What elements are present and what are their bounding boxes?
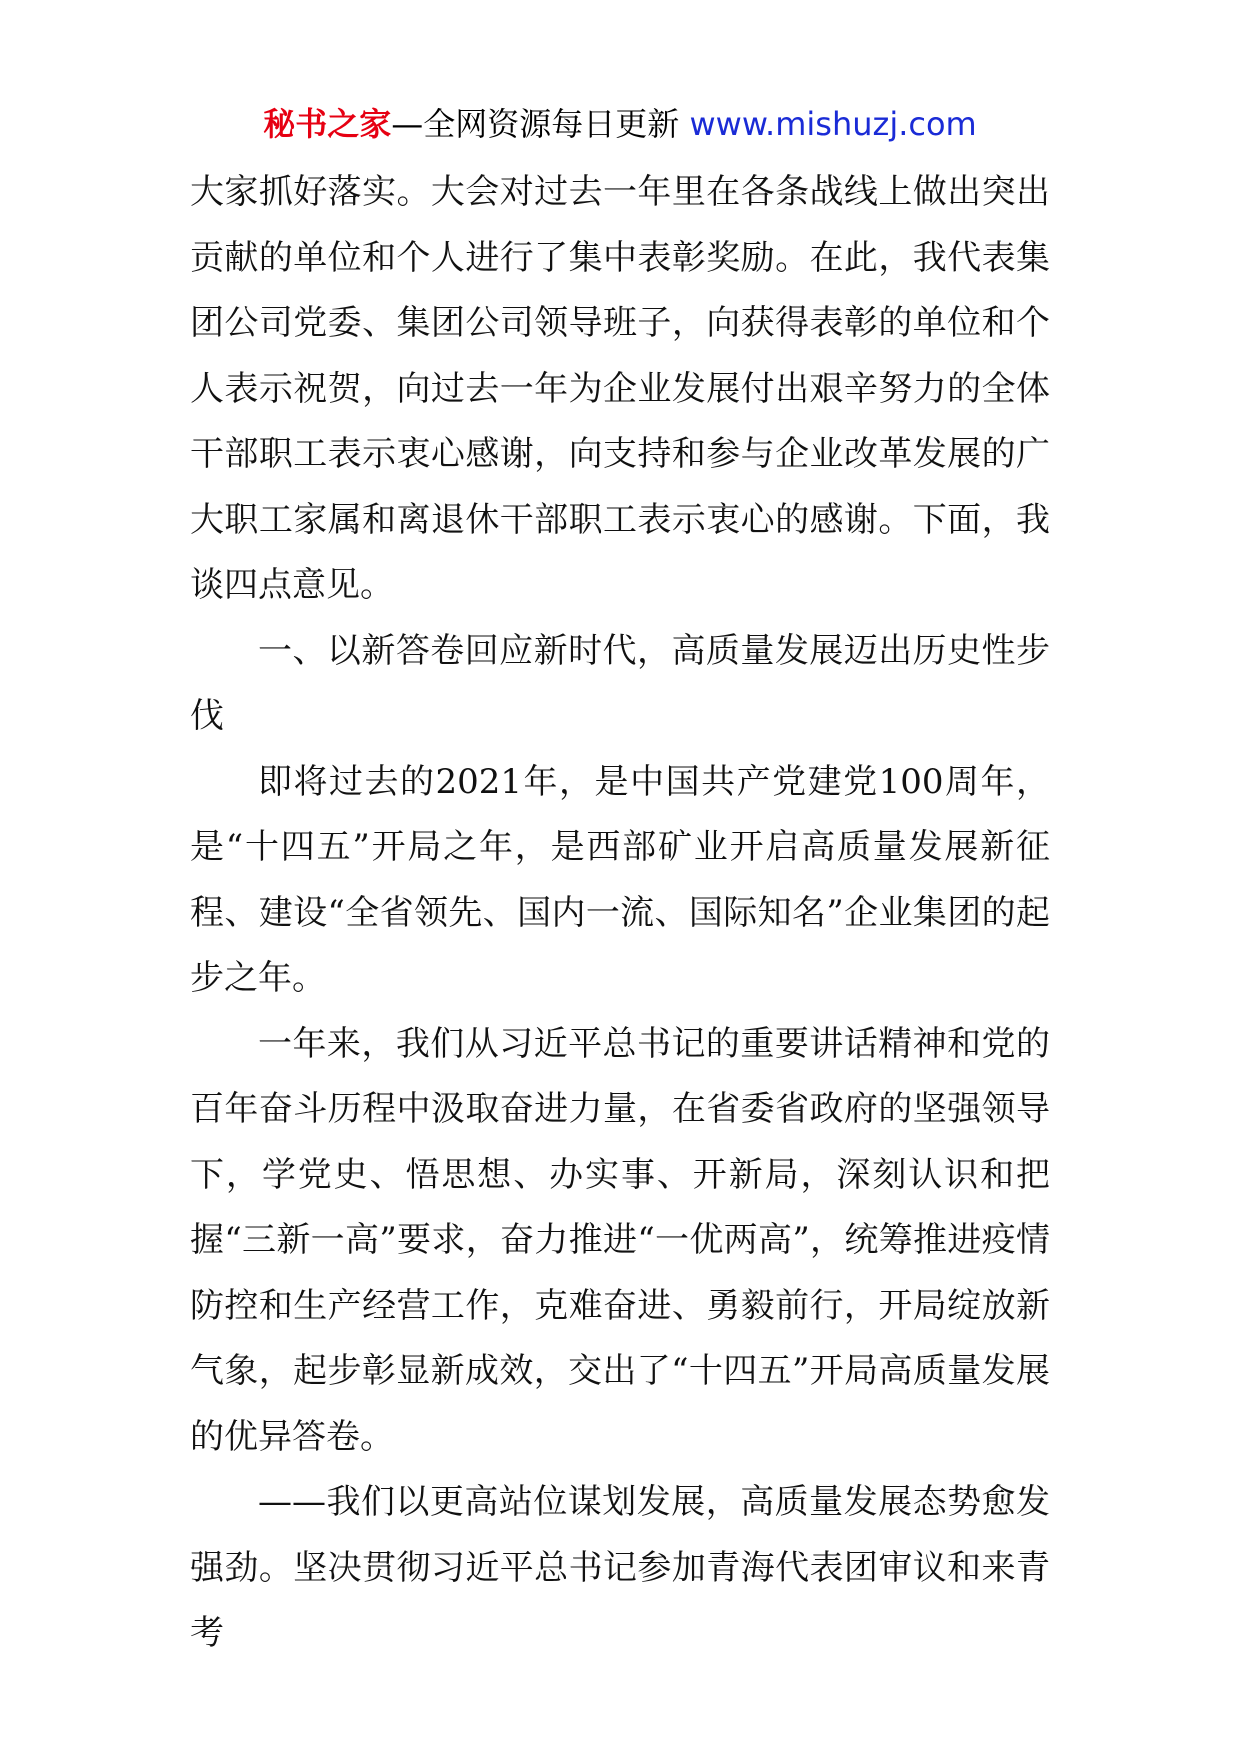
paragraph: 即将过去的2021年，是中国共产党建党100周年，是“十四五”开局之年，是西部矿业开启高质量发展新征程、建设“全省领先、国内一流、国际知名”企业集团的起步之年。 (190, 761, 1050, 998)
paragraph: 一年来，我们从习近平总书记的重要讲话精神和党的百年奋斗历程中汲取奋进力量，在省委省政府的坚强领导下，学党史、悟思想、办实事、开新局，深刻认识和把握“三新一高”要求，奋力推进“一优两高”，统筹推进疫情防控和生产经营工作，克难奋进、勇毅前行，开局绽放新气象，起步彰显新成效，交出了“十四五”开局高质量发展的优异答卷。 (190, 1023, 1050, 1457)
paragraph: 大家抓好落实。大会对过去一年里在各条战线上做出突出贡献的单位和个人进行了集中表彰奖励。在此，我代表集团公司党委、集团公司领导班子，向获得表彰的单位和个人表示祝贺，向过去一年为企业发展付出艰辛努力的全体干部职工表示衷心感谢，向支持和参与企业改革发展的广大职工家属和离退休干部职工表示衷心的感谢。下面，我谈四点意见。 (190, 172, 1050, 605)
paragraph: ——我们以更高站位谋划发展，高质量发展态势愈发强劲。坚决贯彻习近平总书记参加青海代表团审议和来青考 (190, 1482, 1050, 1653)
document-body (190, 160, 1050, 1667)
section-heading: 一、以新答卷回应新时代，高质量发展迈出历史性步伐 (190, 630, 1050, 736)
site-url[interactable]: www.mishuzj.com (689, 105, 977, 143)
site-header (0, 96, 1240, 152)
header-tagline: —全网资源每日更新 (391, 105, 680, 143)
brand-name: 秘书之家 (263, 105, 392, 143)
